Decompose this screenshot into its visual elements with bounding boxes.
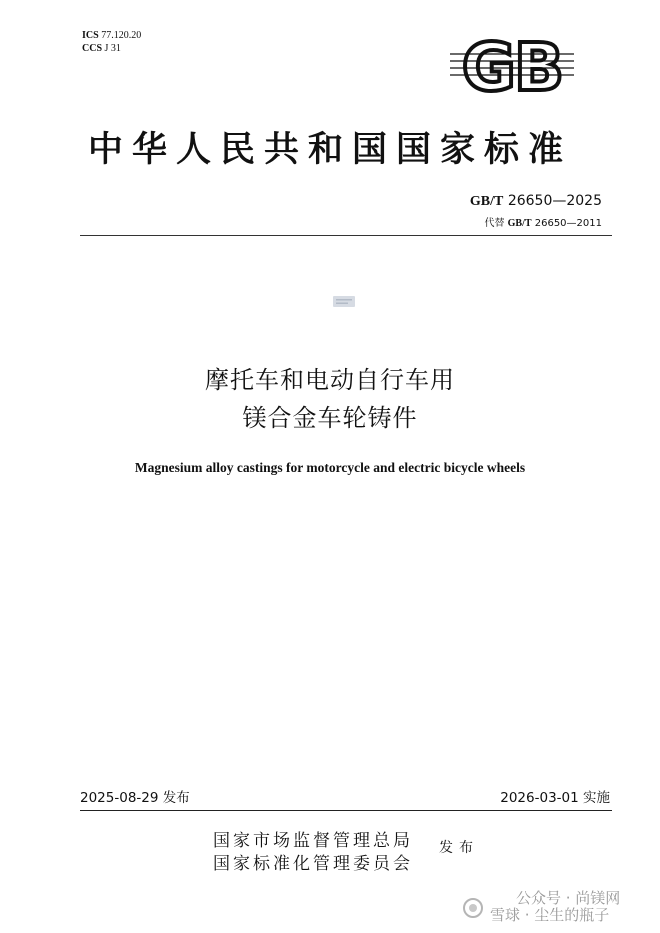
issuer-sac: 国家标准化管理委员会: [213, 854, 413, 874]
standard-number: [470, 193, 602, 210]
title-cn-line-2: 镁合金车轮铸件: [242, 404, 418, 432]
ics-label: ICS: [82, 30, 99, 41]
publish-label: 发布: [439, 840, 479, 856]
gb-logo-text: GB: [461, 32, 563, 98]
standard-prefix: GB/T: [469, 194, 504, 209]
title-en: Magnesium alloy castings for motorcycle and electric bicycle wheels: [134, 460, 526, 475]
issue-date: 2025-08-29 发布: [80, 790, 190, 806]
watermark-line-1: 公众号 · 尚镁网: [516, 889, 621, 907]
small-stamp-mark: [333, 296, 355, 307]
standard-code: 26650—2025: [507, 193, 602, 209]
ics-line: [82, 29, 141, 42]
title-cn-line-1: 摩托车和电动自行车用: [205, 366, 455, 394]
replaces-standard: [484, 214, 602, 229]
ccs-value: J 31: [104, 43, 121, 54]
ics-value: 77.120.20: [101, 30, 142, 41]
ics-ccs-block: [82, 29, 141, 55]
ccs-line: [82, 42, 141, 55]
ccs-label: CCS: [82, 43, 103, 54]
gb-logo: [444, 32, 580, 98]
watermark-snowball-icon: [462, 897, 484, 919]
replaces-prefix: GB/T: [507, 218, 532, 229]
replaces-label: 代替: [484, 218, 505, 229]
top-divider: [80, 235, 612, 236]
implement-date: 2026-03-01 实施: [500, 790, 610, 806]
national-standard-title: 中华人民共和国国家标准: [87, 129, 572, 170]
watermark-line-2: 雪球 · 尘生的瓶子: [490, 906, 610, 924]
bottom-divider: [80, 810, 612, 811]
issuer-samr: 国家市场监督管理总局: [213, 831, 413, 851]
replaces-code: 26650—2011: [534, 218, 602, 229]
